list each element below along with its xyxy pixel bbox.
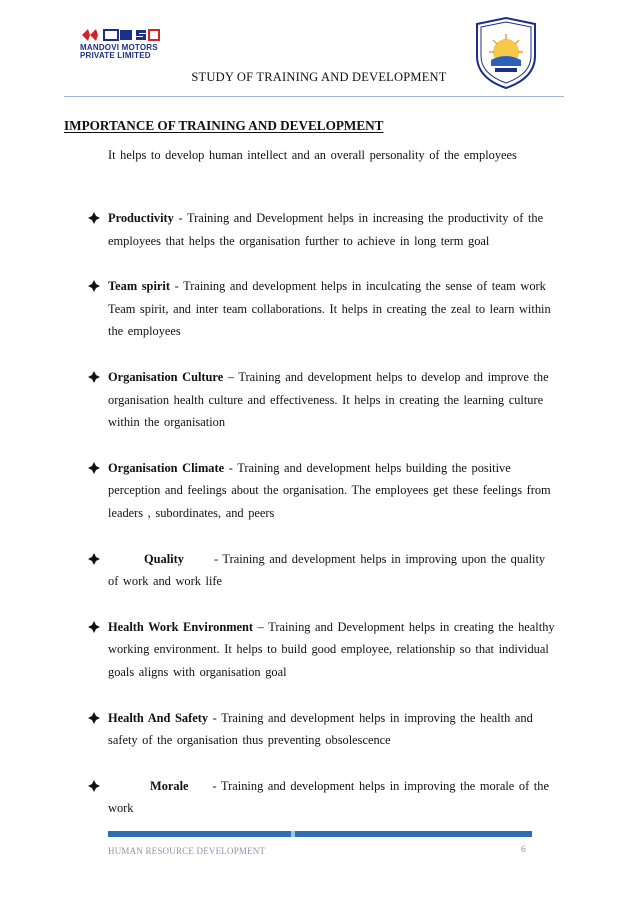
company-logo-marks <box>80 27 170 43</box>
list-item-team-spirit <box>88 275 558 343</box>
list-item-quality <box>88 548 558 593</box>
list-item-text: - Training and development helps in improving upon the quality of work and work life <box>108 551 546 589</box>
list-item-text: - Training and Development helps in increasing the productivity of the employees that helps the organisation further to achieve in long term goal <box>108 211 544 248</box>
list-item-text: - Training and development helps building the positive perception and feelings about the organisation. The employees get these feelings from leaders , subordinates, and peers <box>108 460 551 520</box>
list-item-organisation-climate <box>88 457 558 525</box>
list-item-term: Morale <box>150 778 189 793</box>
list-item-term: Productivity <box>108 211 174 225</box>
list-item-term: Health And Safety <box>108 710 209 725</box>
list-item-text: - Training and development helps in inculcating the sense of team work Team spirit, and inter team collaborations. It helps in creating the zeal to learn within the employees <box>108 279 551 339</box>
list-item-term: Quality <box>144 551 184 566</box>
diamond-bullet-icon <box>88 280 100 292</box>
header-divider <box>64 96 564 97</box>
footer-label: HUMAN RESOURCE DEVELOPMENT <box>108 846 266 856</box>
diamond-bullet-icon <box>88 212 100 224</box>
list-item-health-work-environment <box>88 616 558 684</box>
list-item-productivity <box>88 207 558 252</box>
list-item-text: - Training and development helps in improving the morale of the work <box>108 778 549 816</box>
company-logo-text <box>80 44 172 60</box>
diamond-bullet-icon <box>88 780 100 792</box>
page-number: 6 <box>521 845 526 855</box>
list-item-term: Organisation Climate <box>108 460 225 475</box>
section-heading: IMPORTANCE OF TRAINING AND DEVELOPMENT <box>64 118 384 133</box>
diamond-bullet-icon <box>88 621 100 633</box>
diamond-bullet-icon <box>88 553 100 565</box>
importance-list <box>88 207 558 820</box>
page-header-title: STUDY OF TRAINING AND DEVELOPMENT <box>191 70 447 84</box>
company-logo <box>78 27 170 65</box>
diamond-bullet-icon <box>88 712 100 724</box>
intro-paragraph: It helps to develop human intellect and an overall personality of the employees <box>108 148 517 162</box>
diamond-bullet-icon <box>88 462 100 474</box>
footer-bar <box>108 831 532 837</box>
list-item-text: - Training and development helps in improving the health and safety of the organisation thus preventing obsolescence <box>108 710 533 748</box>
list-item-text: – Training and development helps to develop and improve the organisation health culture and effectiveness. It helps in creating the learning culture within the organisation <box>108 369 549 430</box>
footer-bar-notch <box>291 831 295 837</box>
list-item-term: Organisation Culture <box>108 369 224 384</box>
list-item-organisation-culture <box>88 366 558 434</box>
list-item-text: – Training and Development helps in creating the healthy working environment. It helps to build good employee, relationship so that individual goals aligns with organisation goal <box>108 619 555 679</box>
brand-line-2: PRIVATE LIMITED <box>80 51 151 60</box>
list-item-morale <box>88 775 558 820</box>
brand-line-1: MANDOVI MOTORS <box>80 43 158 52</box>
list-item-term: Team spirit <box>108 279 170 294</box>
diamond-bullet-icon <box>88 371 100 383</box>
list-item-term: Health Work Environment <box>108 619 254 634</box>
list-item-health-and-safety <box>88 707 558 752</box>
